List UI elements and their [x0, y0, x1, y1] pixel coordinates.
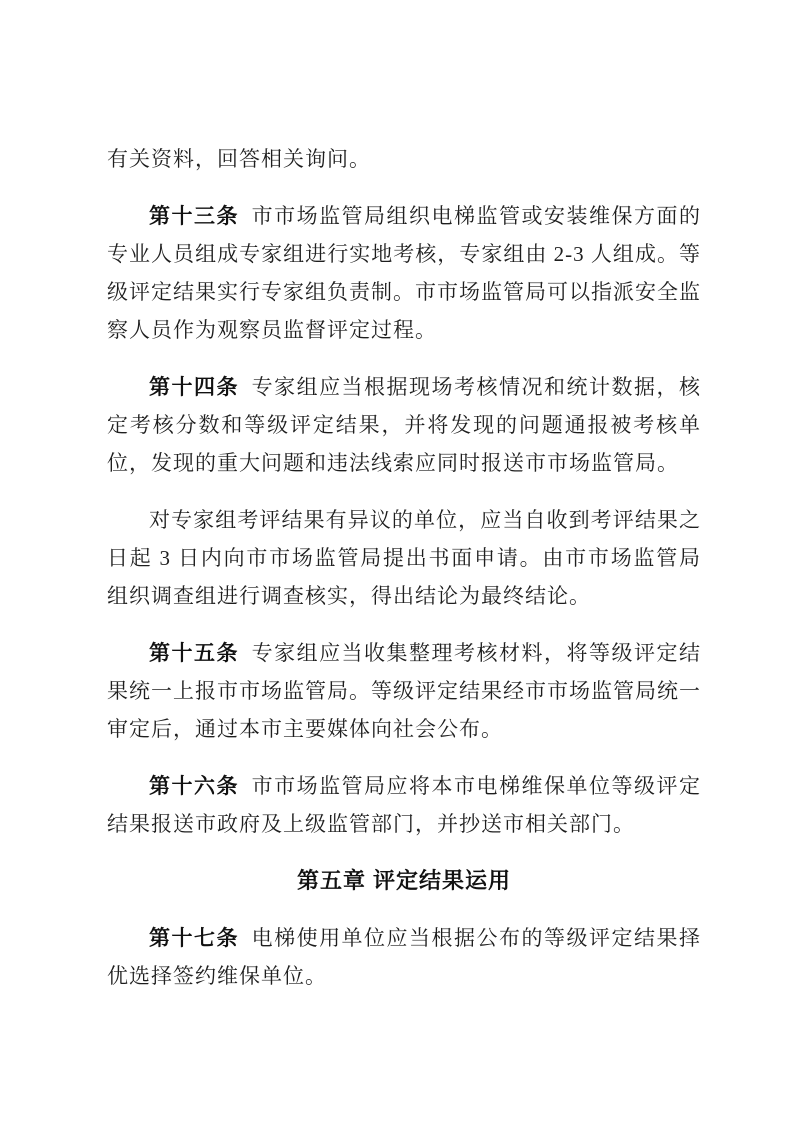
article-17 [107, 919, 701, 995]
article-13 [107, 197, 701, 349]
article-15 [107, 634, 701, 748]
article-16 [107, 767, 701, 843]
paragraph-text: 对专家组考评结果有异议的单位，应当自收到考评结果之日起 3 日内向市市场监管局提出书面申请。由市市场监管局组织调查组进行调查核实，得出结论为最终结论。 [107, 508, 701, 608]
article-14-text: 专家组应当根据现场考核情况和统计数据，核定考核分数和等级评定结果，并将发现的问题通报被考核单位，发现的重大问题和违法线索应同时报送市市场监管局。 [107, 375, 701, 475]
paragraph-text: 有关资料，回答相关询问。 [107, 147, 371, 171]
article-17-lead: 第十七条 [149, 926, 239, 950]
article-16-lead: 第十六条 [149, 774, 239, 798]
article-17-text: 电梯使用单位应当根据公布的等级评定结果择优选择签约维保单位。 [107, 926, 701, 988]
article-16-text: 市市场监管局应将本市电梯维保单位等级评定结果报送市政府及上级监管部门，并抄送市相关部门。 [107, 774, 701, 836]
paragraph-continuation [107, 140, 701, 178]
article-14 [107, 368, 701, 482]
article-13-lead: 第十三条 [149, 204, 239, 228]
article-15-text: 专家组应当收集整理考核材料，将等级评定结果统一上报市市场监管局。等级评定结果经市市场监管局统一审定后，通过本市主要媒体向社会公布。 [107, 641, 701, 741]
article-15-lead: 第十五条 [149, 641, 239, 665]
chapter-heading: 第五章 评定结果运用 [296, 868, 512, 893]
paragraph-objection [107, 501, 701, 615]
article-14-lead: 第十四条 [149, 375, 239, 399]
article-13-text: 市市场监管局组织电梯监管或安装维保方面的专业人员组成专家组进行实地考核，专家组由 2-3 人组成。等级评定结果实行专家组负责制。市市场监管局可以指派安全监察人员作为观察员监督评定过程。 [107, 204, 701, 342]
